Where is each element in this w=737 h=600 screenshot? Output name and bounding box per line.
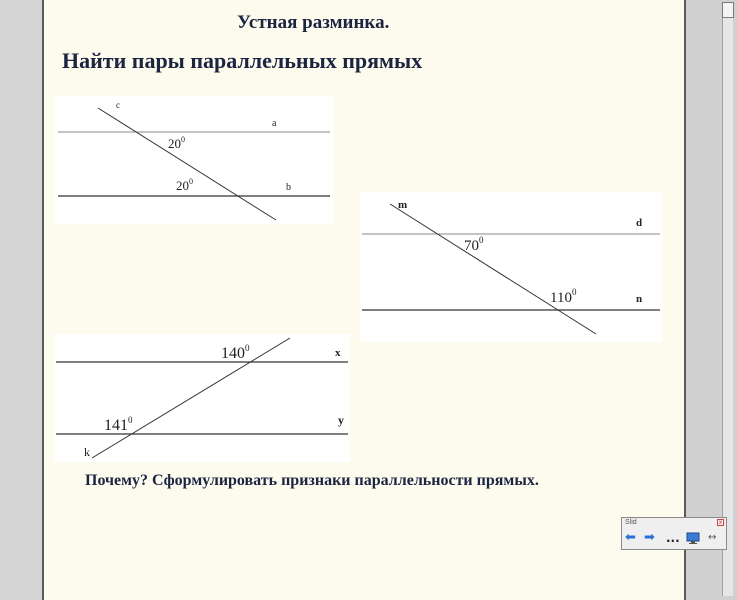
angle-bottom-value: $20^0$ — [176, 177, 193, 193]
resize-arrows-icon[interactable]: ↔ — [708, 532, 717, 543]
slide-navigator — [621, 517, 727, 550]
navigator-title: Slid — [625, 519, 637, 526]
warmup-title: Устная разминка. — [237, 12, 390, 33]
more-button[interactable]: ... — [666, 531, 680, 545]
label-k: k — [84, 445, 90, 459]
label-b: b — [286, 182, 291, 193]
figure-2 — [360, 192, 662, 342]
angle-top-value: $70^0$ — [464, 235, 484, 254]
figure-1 — [54, 96, 334, 224]
label-y: y — [338, 413, 344, 427]
label-d: d — [636, 217, 643, 229]
angle-top-value: $20^0$ — [168, 135, 185, 151]
arrow-left-icon[interactable]: ⬅ — [625, 530, 636, 545]
scrollbar-thumb[interactable] — [722, 2, 734, 18]
question-text: Почему? Сформулировать признаки параллельности прямых. — [85, 472, 539, 489]
scrollbar-track[interactable] — [722, 2, 733, 596]
angle-top-value: $140^0$ — [221, 343, 250, 362]
secant-k — [92, 338, 290, 458]
arrow-right-icon[interactable]: ➡ — [644, 530, 655, 545]
label-c: c — [116, 100, 120, 110]
monitor-icon[interactable] — [686, 530, 700, 546]
label-n: n — [636, 293, 643, 305]
label-a: a — [272, 118, 277, 129]
label-m: m — [398, 199, 408, 211]
angle-bottom-value: $110^0$ — [550, 287, 577, 306]
figure-3 — [54, 334, 350, 462]
secant-m — [390, 204, 596, 334]
scrollbar-area — [686, 0, 737, 600]
close-icon[interactable]: x — [718, 519, 723, 526]
label-x: x — [335, 347, 341, 359]
left-frame — [0, 0, 44, 600]
angle-bottom-value: $141^0$ — [104, 415, 133, 434]
task-title: Найти пары параллельных прямых — [62, 48, 423, 73]
secant-c — [98, 108, 276, 220]
slide-canvas — [44, 0, 686, 600]
